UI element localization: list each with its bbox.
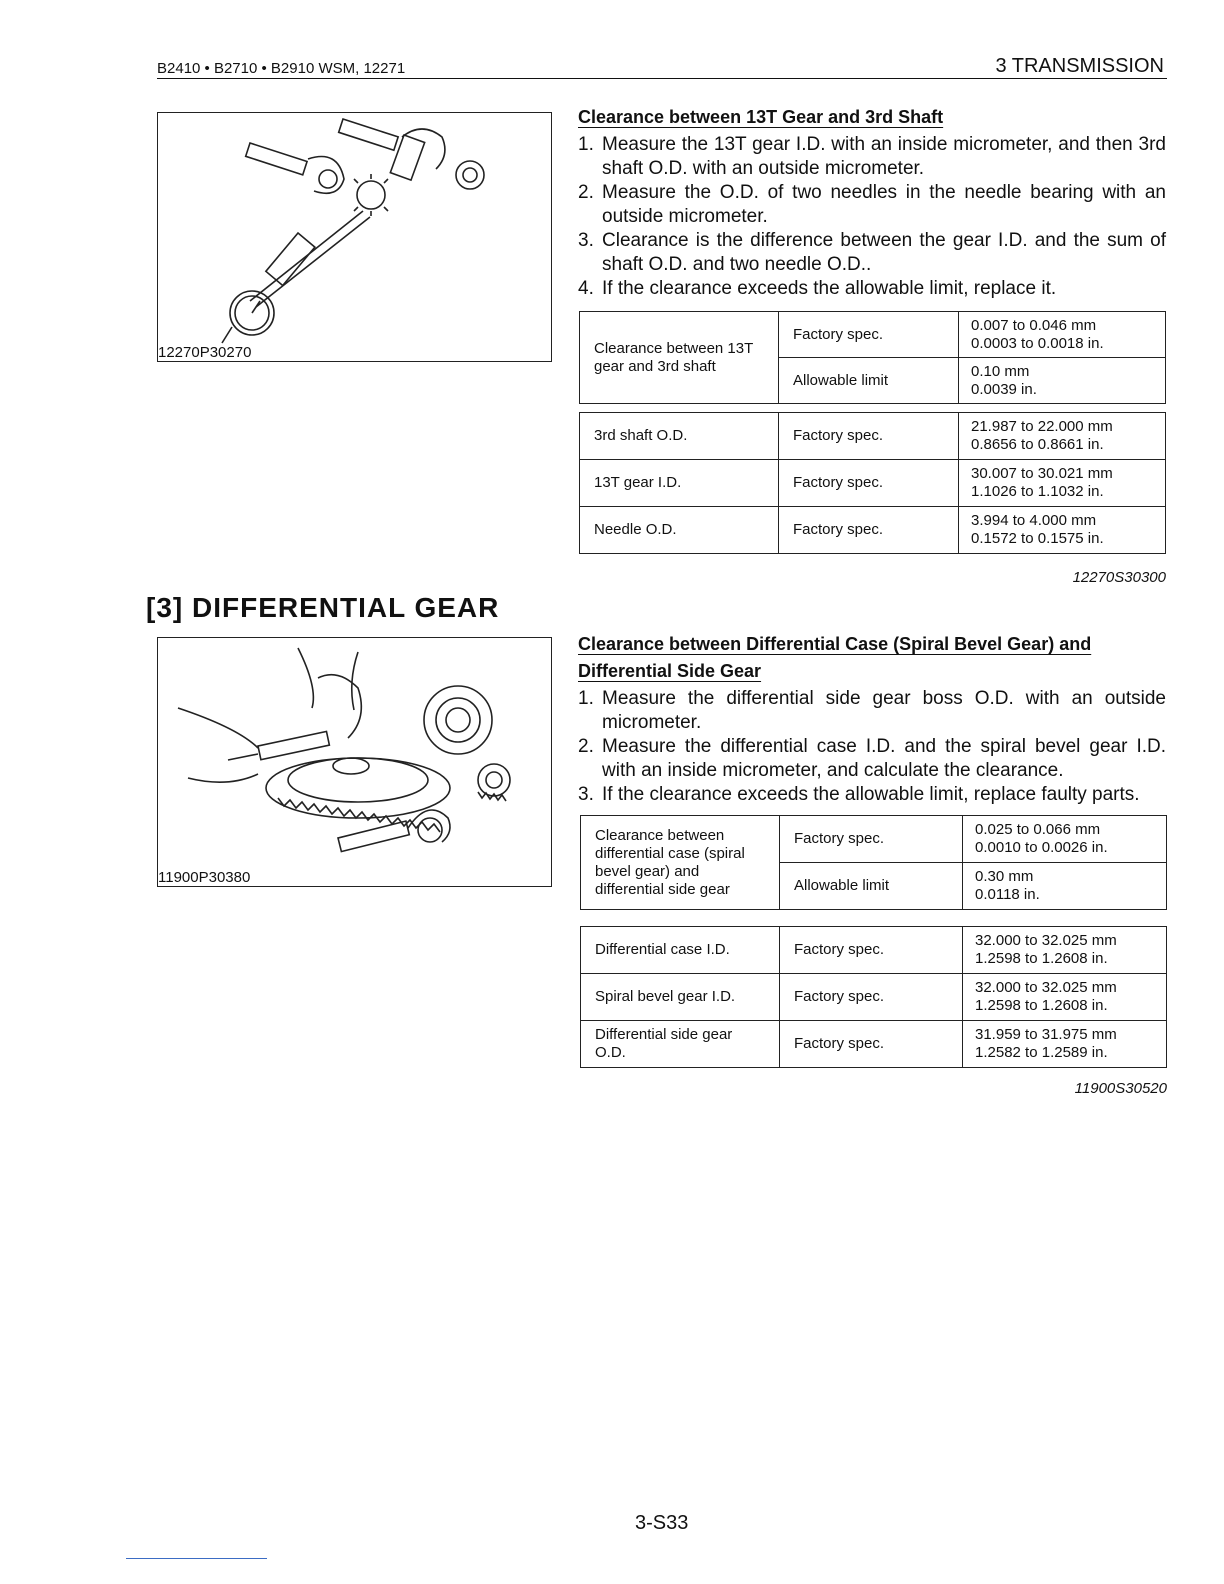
figure-differential-measurement [157, 637, 552, 887]
table-cell: Factory spec. [780, 974, 963, 1021]
micrometer-illustration [158, 113, 551, 361]
table-cell: 0.30 mm 0.0118 in. [963, 863, 1167, 910]
table-cell: Factory spec. [779, 460, 959, 507]
table-row [581, 974, 1167, 1021]
table-cell: Factory spec. [780, 927, 963, 974]
table-cell: Factory spec. [779, 507, 959, 554]
list-item: 2. Measure the differential case I.D. and the spiral bevel gear I.D. with an inside micrometer, and calculate the clearance. [578, 736, 1166, 781]
table-cell: Differential side gear O.D. [581, 1021, 780, 1068]
table-row [580, 413, 1166, 460]
table-cell: 3.994 to 4.000 mm 0.1572 to 0.1575 in. [959, 507, 1166, 554]
spec-table-13t [579, 412, 1166, 554]
list-item: 4. If the clearance exceeds the allowable limit, replace it. [578, 278, 1057, 299]
steps-13t [578, 133, 1166, 301]
title-line-2: Differential Side Gear [578, 661, 762, 681]
table-cell: Allowable limit [780, 863, 963, 910]
table-cell: Allowable limit [779, 358, 959, 404]
table-row [580, 460, 1166, 507]
spec-table-differential [580, 926, 1167, 1068]
table-cell: 0.025 to 0.066 mm 0.0010 to 0.0026 in. [963, 816, 1167, 863]
header-models: B2410 • B2710 • B2910 WSM, 12271 [157, 60, 406, 77]
header-rule [157, 78, 1167, 79]
table-row [581, 927, 1167, 974]
table-row [580, 507, 1166, 554]
list-item: 2. Measure the O.D. of two needles in the needle bearing with an outside micrometer. [578, 182, 1166, 227]
table-cell: 3rd shaft O.D. [580, 413, 779, 460]
table-cell: 0.007 to 0.046 mm 0.0003 to 0.0018 in. [959, 312, 1166, 358]
header-section: 3 TRANSMISSION [995, 55, 1164, 77]
list-item: 1. Measure the differential side gear boss O.D. with an outside micrometer. [578, 688, 1166, 733]
list-item: 1. Measure the 13T gear I.D. with an inside micrometer, and then 3rd shaft O.D. with an outside micrometer. [578, 134, 1166, 179]
figure-code: 12270P30270 [158, 344, 252, 361]
table-cell: Needle O.D. [580, 507, 779, 554]
table-cell: Spiral bevel gear I.D. [581, 974, 780, 1021]
clearance-table-13t [579, 311, 1166, 404]
table-cell: Factory spec. [779, 413, 959, 460]
page-number: 3-S33 [635, 1512, 689, 1534]
table-cell: 0.10 mm 0.0039 in. [959, 358, 1166, 404]
table-cell: Factory spec. [779, 312, 959, 358]
table-cell: 30.007 to 30.021 mm 1.1026 to 1.1032 in. [959, 460, 1166, 507]
clearance-table-differential [580, 815, 1167, 910]
table-row [581, 816, 1167, 863]
figure-code: 11900P30380 [158, 869, 251, 886]
table-cell: Clearance between 13T gear and 3rd shaft [580, 312, 779, 404]
table-cell: Factory spec. [780, 816, 963, 863]
table-cell: Factory spec. [780, 1021, 963, 1068]
section-title-differential [578, 631, 1168, 685]
table-cell: 13T gear I.D. [580, 460, 779, 507]
section-title-13t: Clearance between 13T Gear and 3rd Shaft [578, 107, 944, 127]
footer-rule [126, 1558, 267, 1559]
reference-code: 11900S30520 [1074, 1080, 1167, 1097]
steps-differential [578, 687, 1166, 807]
table-row [580, 312, 1166, 358]
list-item: 3. Clearance is the difference between the gear I.D. and the sum of shaft O.D. and two needle O.D.. [578, 230, 1166, 275]
table-cell: 21.987 to 22.000 mm 0.8656 to 0.8661 in. [959, 413, 1166, 460]
differential-illustration [158, 638, 551, 886]
title-line-1: Clearance between Differential Case (Spiral Bevel Gear) and [578, 634, 1092, 654]
table-row [581, 1021, 1167, 1068]
table-cell: 32.000 to 32.025 mm 1.2598 to 1.2608 in. [963, 974, 1167, 1021]
figure-13t-gear-measurement [157, 112, 552, 362]
table-cell: Clearance between differential case (spiral bevel gear) and differential side gear [581, 816, 780, 910]
table-cell: Differential case I.D. [581, 927, 780, 974]
table-cell: 32.000 to 32.025 mm 1.2598 to 1.2608 in. [963, 927, 1167, 974]
section-heading-differential: [3] DIFFERENTIAL GEAR [146, 592, 500, 623]
list-item: 3. If the clearance exceeds the allowable limit, replace faulty parts. [578, 784, 1140, 805]
table-cell: 31.959 to 31.975 mm 1.2582 to 1.2589 in. [963, 1021, 1167, 1068]
reference-code: 12270S30300 [1072, 569, 1166, 586]
